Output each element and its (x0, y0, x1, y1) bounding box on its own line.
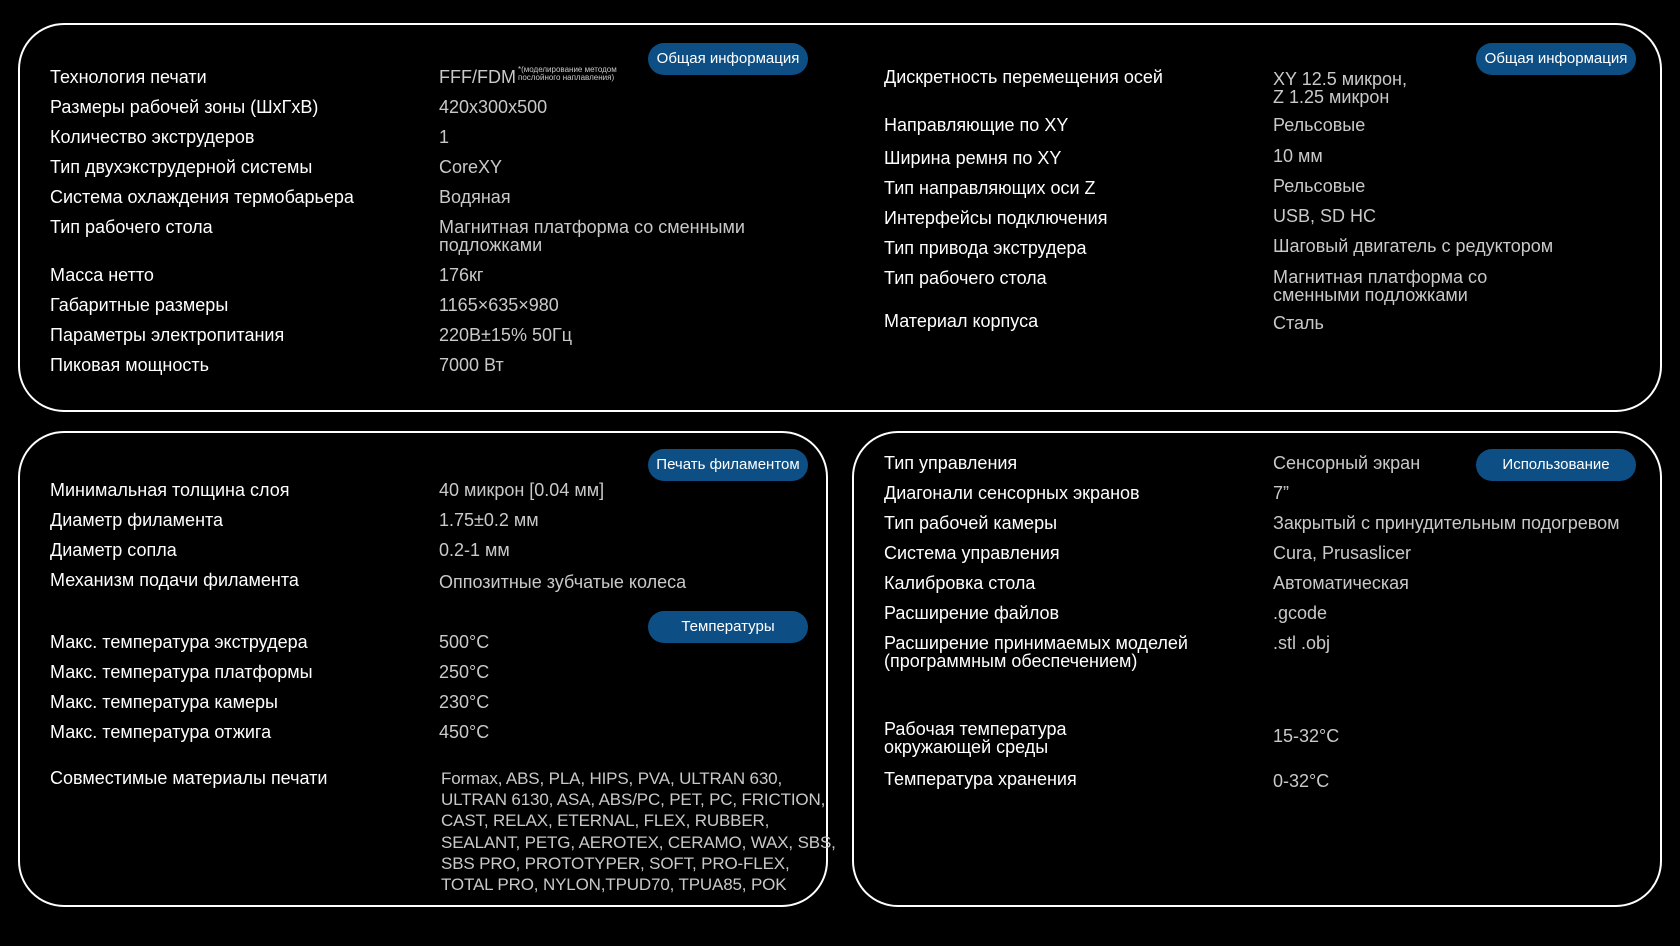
spec-label: Механизм подачи филамента (50, 570, 299, 590)
spec-value: Рельсовые (1273, 176, 1366, 196)
spec-value: 250°C (439, 662, 490, 682)
spec-label: Система управления (884, 543, 1060, 563)
spec-value: 7000 Вт (439, 355, 504, 375)
general-info-badge-left: Общая информация (648, 43, 808, 75)
spec-label: Диагонали сенсорных экранов (884, 483, 1140, 503)
spec-value: 40 микрон [0.04 мм] (439, 480, 605, 500)
spec-value: XY 12.5 микрон, Z 1.25 микрон (1273, 69, 1407, 107)
spec-label: Интерфейсы подключения (884, 208, 1108, 228)
spec-value: Cura, Prusaslicer (1273, 543, 1412, 563)
spec-value: .stl .obj (1273, 633, 1331, 653)
spec-value: 15-32°C (1273, 726, 1340, 746)
spec-value: 1165×635×980 (439, 295, 559, 315)
spec-label: Макс. температура платформы (50, 662, 313, 682)
spec-label: Система охлаждения термобарьера (50, 187, 354, 207)
spec-label: Макс. температура камеры (50, 692, 278, 712)
spec-label: Количество экструдеров (50, 127, 255, 147)
spec-label: Температура хранения (884, 769, 1077, 789)
spec-value: 0.2-1 мм (439, 540, 510, 560)
spec-label: Тип двухэкструдерной системы (50, 157, 313, 177)
spec-value: 1 (439, 127, 450, 147)
spec-value: Автоматическая (1273, 573, 1409, 593)
usage-badge: Использование (1476, 449, 1636, 481)
spec-label: Диаметр сопла (50, 540, 177, 560)
spec-label: Параметры электропитания (50, 325, 285, 345)
spec-label: Тип управления (884, 453, 1018, 473)
spec-value: Магнитная платформа со сменными подложками (1273, 267, 1488, 305)
filament-print-panel (18, 431, 836, 907)
spec-label: Калибровка стола (884, 573, 1036, 593)
spec-label: Направляющие по XY (884, 115, 1069, 135)
spec-value (439, 65, 617, 87)
spec-label: Тип привода экструдера (884, 238, 1087, 258)
spec-value: 220В±15% 50Гц (439, 325, 573, 345)
spec-label: Тип направляющих оси Z (884, 178, 1096, 198)
spec-label: Ширина ремня по XY (884, 148, 1062, 168)
spec-label: Расширение файлов (884, 603, 1060, 623)
spec-value: Сталь (1273, 313, 1324, 333)
spec-value: USB, SD HC (1273, 206, 1377, 226)
spec-label: Макс. температура отжига (50, 722, 272, 742)
spec-value: Магнитная платформа со сменными подложками (439, 217, 745, 255)
spec-label: Габаритные размеры (50, 295, 229, 315)
spec-value: Закрытый с принудительным подогревом (1273, 513, 1620, 533)
spec-label: Макс. температура экструдера (50, 632, 308, 652)
spec-label: Диаметр филамента (50, 510, 224, 530)
spec-value: 1.75±0.2 мм (439, 510, 539, 530)
spec-label: Масса нетто (50, 265, 154, 285)
spec-label: Тип рабочей камеры (884, 513, 1058, 533)
spec-label: Материал корпуса (884, 311, 1039, 331)
spec-label: Размеры рабочей зоны (ШхГхВ) (50, 97, 319, 117)
spec-value: 7” (1273, 483, 1290, 503)
spec-label: Технология печати (50, 67, 207, 87)
spec-value: 176кг (439, 265, 484, 285)
spec-label: Рабочая температура окружающей среды (884, 719, 1067, 757)
general-info-badge-right: Общая информация (1476, 43, 1636, 75)
spec-label: Совместимые материалы печати (50, 768, 328, 788)
spec-value: 450°C (439, 722, 490, 742)
spec-label: Тип рабочего стола (50, 217, 213, 237)
compatible-materials-list: Formax, ABS, PLA, HIPS, PVA, ULTRAN 630, ULTRAN 6130, ASA, ABS/PC, PET, PC, FRICTION, CAST, RELAX, ETERNAL, FLEX, RUBBER, SEALANT, PETG, AEROTEX, CERAMO, WAX, SBS, SBS PRO, PROTOTYPER, SOFT, PRO-FLEX, TOTAL PRO, NYLON,TPUD70, TPUA85, POK (441, 769, 836, 895)
spec-label: Дискретность перемещения осей (884, 67, 1163, 87)
spec-value: 420x300x500 (439, 97, 548, 117)
spec-value: 0-32°C (1273, 771, 1330, 791)
spec-label: Тип рабочего стола (884, 268, 1047, 288)
spec-value: Шаговый двигатель с редуктором (1273, 236, 1554, 256)
spec-value: .gcode (1273, 603, 1328, 623)
spec-value-footnote: *(моделирование методом послойного наплавления) (517, 65, 617, 82)
spec-value: Водяная (439, 187, 511, 207)
spec-value: 10 мм (1273, 146, 1323, 166)
spec-label: Минимальная толщина слоя (50, 480, 290, 500)
spec-value: CoreXY (439, 157, 503, 177)
spec-value: Оппозитные зубчатые колеса (439, 572, 687, 592)
filament-print-badge: Печать филаментом (648, 449, 808, 481)
spec-label: Расширение принимаемых моделей (программным обеспечением) (884, 633, 1188, 671)
usage-panel (852, 431, 1662, 907)
spec-value-text: FFF/FDM (439, 67, 516, 87)
spec-value: Сенсорный экран (1273, 453, 1421, 473)
spec-value: Рельсовые (1273, 115, 1366, 135)
temperatures-badge: Температуры (648, 611, 808, 643)
spec-value: 230°C (439, 692, 490, 712)
spec-label: Пиковая мощность (50, 355, 209, 375)
spec-value: 500°C (439, 632, 490, 652)
general-info-panel (18, 23, 1662, 412)
